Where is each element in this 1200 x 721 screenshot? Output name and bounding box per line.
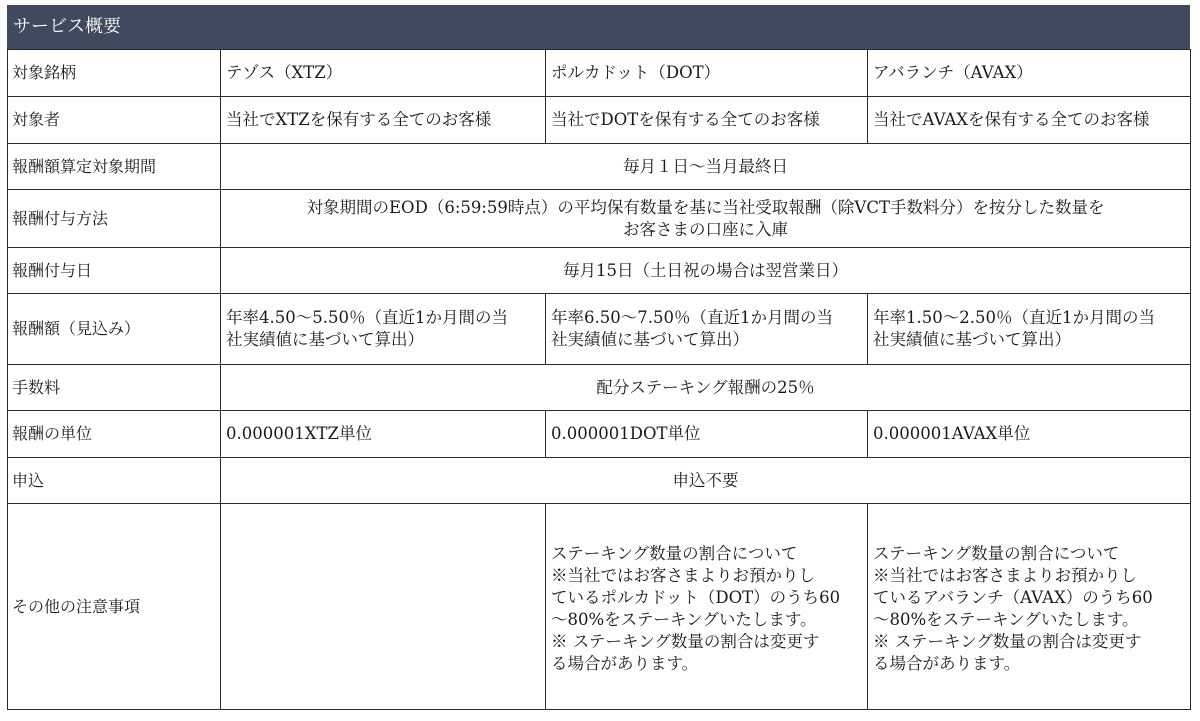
notes-dot-line: ～80%をステーキングいたします。: [551, 609, 817, 629]
reward-rate-dot-line-2: 社実績値に基づいて算出）: [551, 330, 749, 349]
notes-avax-line: る場合があります。: [873, 653, 1021, 673]
notes-avax: [868, 504, 1191, 710]
column-header-avax: アバランチ（AVAX）: [868, 50, 1191, 97]
row-label-grant-method: 報酬付与方法: [8, 190, 221, 248]
notes-avax-line: ※当社ではお客さまよりお預かりし: [873, 565, 1137, 585]
reward-rate-dot-line-1: 年率6.50～7.50％（直近1か月間の当: [551, 308, 833, 327]
row-label-notes: その他の注意事項: [8, 504, 221, 710]
table-row: [8, 504, 1191, 710]
grant-method-value: [221, 190, 1191, 248]
notes-dot-line: る場合があります。: [551, 653, 699, 673]
row-label-reward-unit: 報酬の単位: [8, 411, 221, 458]
grant-method-line-1: 対象期間のEOD（6:59:59時点）の平均保有数量を基に当社受取報酬（除VCT手数料分）を按分した数量を: [306, 197, 1105, 217]
row-label-grant-date: 報酬付与日: [8, 248, 221, 294]
notes-dot-line: ステーキング数量の割合について: [551, 543, 798, 563]
notes-dot-line: ※当社ではお客さまよりお預かりし: [551, 565, 815, 585]
table-row: [8, 411, 1191, 458]
application-value: 申込不要: [221, 458, 1191, 504]
table-row: [8, 50, 1191, 97]
reward-rate-avax: [868, 294, 1191, 365]
section-header: [7, 5, 1190, 49]
service-overview-table-frame: [7, 5, 1190, 710]
target-customers-avax: 当社でAVAXを保有する全てのお客様: [868, 97, 1191, 144]
row-label-target-asset: 対象銘柄: [8, 50, 221, 97]
notes-avax-line: ステーキング数量の割合について: [873, 543, 1120, 563]
grant-method-line-2: お客さまの口座に入庫: [623, 219, 788, 239]
table-row: [8, 144, 1191, 190]
notes-avax-line: ているアバランチ（AVAX）のうち60: [873, 587, 1153, 607]
calc-period-value: 毎月１日～当月最終日: [221, 144, 1191, 190]
section-title: サービス概要: [13, 16, 121, 37]
table-row: [8, 365, 1191, 411]
table-row: [8, 248, 1191, 294]
reward-unit-avax: 0.000001AVAX単位: [868, 411, 1191, 458]
notes-dot: [546, 504, 868, 710]
row-label-fee: 手数料: [8, 365, 221, 411]
row-label-reward-rate: 報酬額（見込み）: [8, 294, 221, 365]
notes-dot-line: ※ ステーキング数量の割合は変更す: [551, 631, 820, 651]
reward-rate-xtz-line-2: 社実績値に基づいて算出）: [226, 330, 424, 349]
reward-rate-avax-line-2: 社実績値に基づいて算出）: [873, 330, 1071, 349]
reward-rate-dot: [546, 294, 868, 365]
notes-avax-line: ～80%をステーキングいたします。: [873, 609, 1139, 629]
fee-value: 配分ステーキング報酬の25％: [221, 365, 1191, 411]
row-label-calc-period: 報酬額算定対象期間: [8, 144, 221, 190]
column-header-xtz: テゾス（XTZ）: [221, 50, 546, 97]
target-customers-xtz: 当社でXTZを保有する全てのお客様: [221, 97, 546, 144]
row-label-target-customers: 対象者: [8, 97, 221, 144]
reward-unit-xtz: 0.000001XTZ単位: [221, 411, 546, 458]
notes-avax-line: ※ ステーキング数量の割合は変更す: [873, 631, 1142, 651]
grant-date-value: 毎月15日（土日祝の場合は翌営業日）: [221, 248, 1191, 294]
reward-rate-xtz-line-1: 年率4.50～5.50％（直近1か月間の当: [226, 308, 508, 327]
reward-rate-xtz: [221, 294, 546, 365]
table-row: [8, 190, 1191, 248]
reward-unit-dot: 0.000001DOT単位: [546, 411, 868, 458]
row-label-application: 申込: [8, 458, 221, 504]
target-customers-dot: 当社でDOTを保有する全てのお客様: [546, 97, 868, 144]
column-header-dot: ポルカドット（DOT）: [546, 50, 868, 97]
table-row: [8, 97, 1191, 144]
service-overview-table: [7, 49, 1191, 710]
table-row: [8, 458, 1191, 504]
notes-xtz: [221, 504, 546, 710]
notes-dot-line: ているポルカドット（DOT）のうち60: [551, 587, 841, 607]
reward-rate-avax-line-1: 年率1.50～2.50％（直近1か月間の当: [873, 308, 1155, 327]
table-row: [8, 294, 1191, 365]
